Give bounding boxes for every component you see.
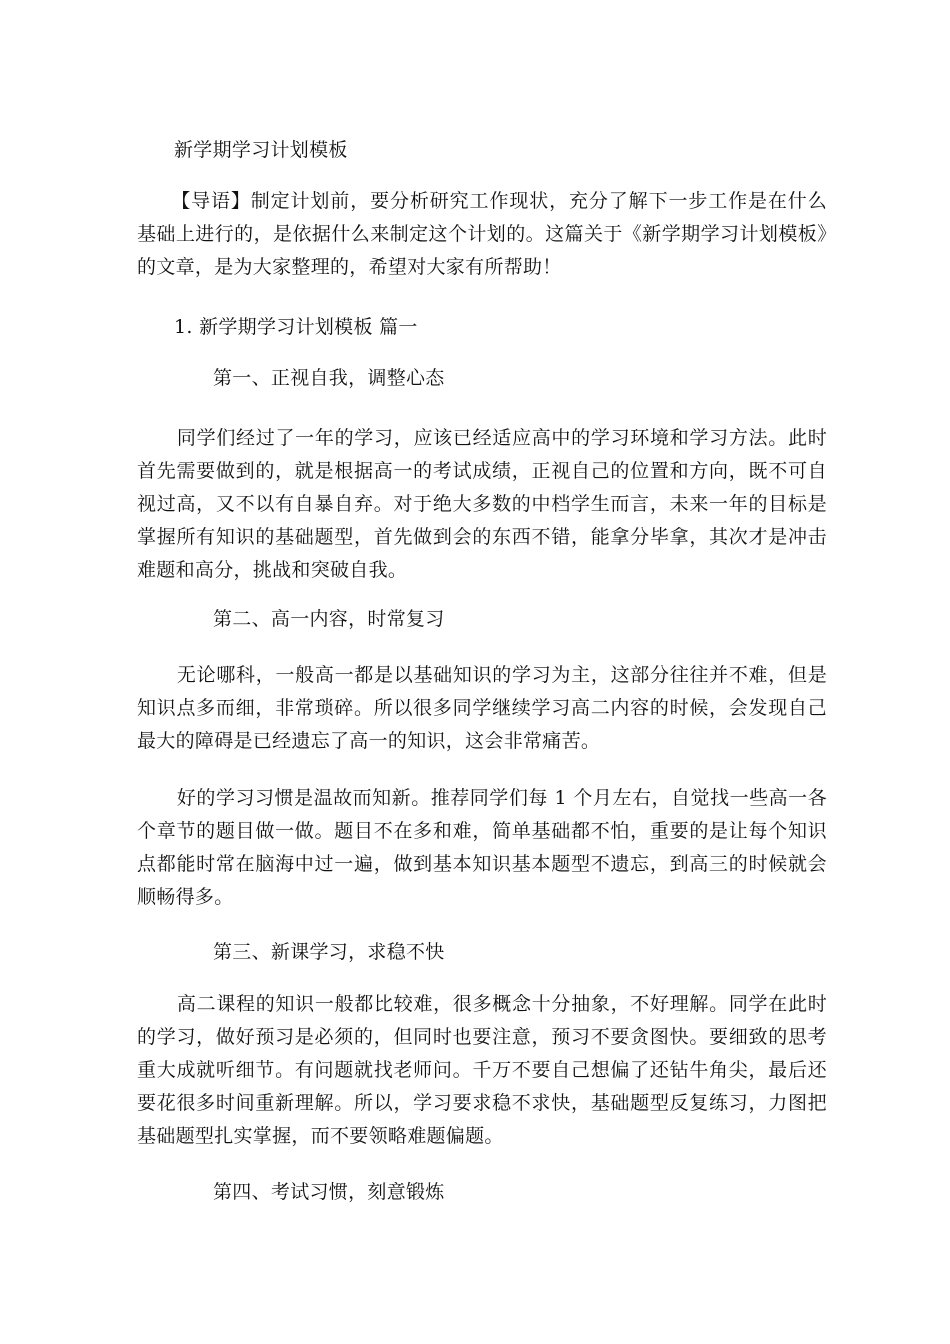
intro-paragraph: 【导语】制定计划前，要分析研究工作现状，充分了解下一步工作是在什么基础上进行的，是依据什么来制定这个计划的。这篇关于《新学期学习计划模板》的文章，是为大家整理的，希望对大家有所帮助！ xyxy=(137,190,827,278)
heading-2: 第二、高一内容，时常复习 xyxy=(213,608,445,630)
paragraph-1: 同学们经过了一年的学习，应该已经适应高中的学习环境和学习方法。此时首先需要做到的，就是根据高一的考试成绩，正视自己的位置和方向，既不可自视过高，又不以有自暴自弃。对于绝大多数的中档学生而言，未来一年的目标是掌握所有知识的基础题型，首先做到会的东西不错，能拿分毕拿，其次才是冲击难题和高分，挑战和突破自我。 xyxy=(137,427,827,581)
paragraph-3: 好的学习习惯是温故而知新。推荐同学们每 1 个月左右，自觉找一些高一各个章节的题目做一做。题目不在多和难，简单基础都不怕，重要的是让每个知识点都能时常在脑海中过一遍，做到基本知识基本题型不遗忘，到高三的时候就会顺畅得多。 xyxy=(137,787,827,908)
heading-1: 第一、正视自我，调整心态 xyxy=(213,367,445,389)
document-title: 新学期学习计划模板 xyxy=(174,139,348,161)
paragraph-2: 无论哪科，一般高一都是以基础知识的学习为主，这部分往往并不难，但是知识点多而细，非常琐碎。所以很多同学继续学习高二内容的时候，会发现自己最大的障碍是已经遗忘了高一的知识，这会非常痛苦。 xyxy=(137,664,827,752)
heading-4: 第四、考试习惯，刻意锻炼 xyxy=(213,1181,445,1203)
paragraph-4: 高二课程的知识一般都比较难，很多概念十分抽象，不好理解。同学在此时的学习，做好预习是必须的，但同时也要注意，预习不要贪图快。要细致的思考重大成就听细节。有问题就找老师问。千万不要自己想偏了还钻牛角尖，最后还要花很多时间重新理解。所以，学习要求稳不求快，基础题型反复练习，力图把基础题型扎实掌握，而不要领略难题偏题。 xyxy=(137,993,827,1147)
section-title: 1. 新学期学习计划模板 篇一 xyxy=(174,316,418,338)
heading-3: 第三、新课学习，求稳不快 xyxy=(213,941,445,963)
